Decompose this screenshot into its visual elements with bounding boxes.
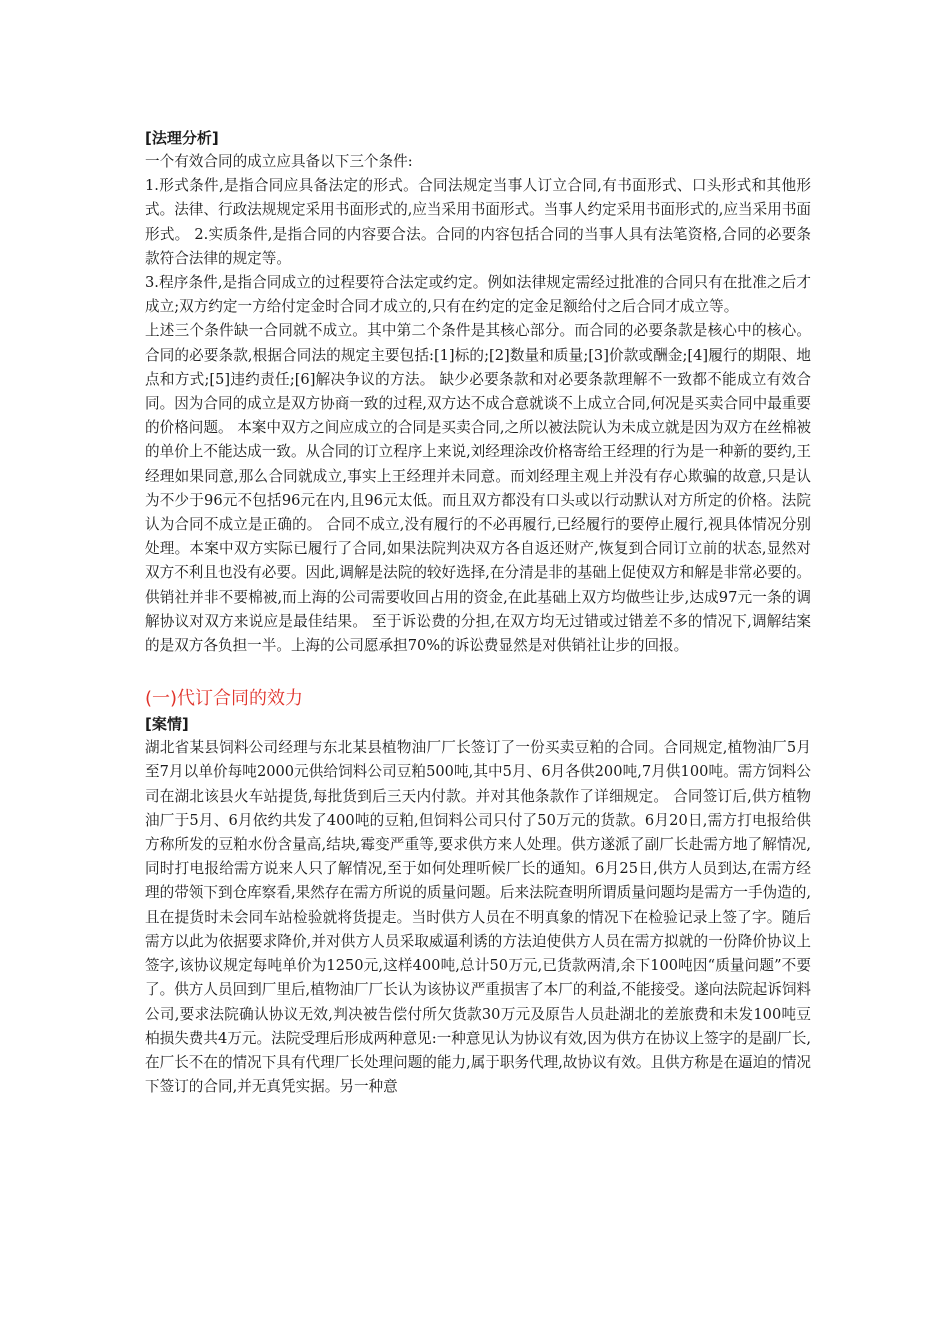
document-page (145, 126, 811, 1099)
analysis-paragraph-intro: 一个有效合同的成立应具备以下三个条件: (145, 153, 413, 170)
case-heading: [案情] (145, 715, 189, 734)
section-title: (一)代订合同的效力 (145, 688, 304, 710)
case-paragraph: 湖北省某县饲料公司经理与东北某县植物油厂厂长签订了一份买卖豆粕的合同。合同规定,植物油厂5月至7月以单价每吨2000元供给饲料公司豆粕500吨,其中5月、6月各供200吨,7月供100吨。需方饲料公司在湖北该县火车站提货,每批货到后三天内付款。并对其他条款作了详细规定。 合同签订后,供方植物油厂于5月、6月依约共发了400吨的豆粕,但饲料公司只付了50万元的货款。6月20日,需方打电报给供方称所发的豆粕水份含量高,结块,霉变严重等,要求供方来人处理。供方遂派了副厂长赴需方地了解情况,同时打电报给需方说来人只了解情况,至于如何处理听候厂长的通知。6月25日,供方人员到达,在需方经理的带领下到仓库察看,果然存在需方所说的质量问题。后来法院查明所谓质量问题均是需方一手伪造的,且在提货时未会同车站检验就将货提走。当时供方人员在不明真象的情况下在检验记录上签了字。随后需方以此为依据要求降价,并对供方人员采取威逼利诱的方法迫使供方人员在需方拟就的一份降价协议上签字,该协议规定每吨单价为1250元,这样400吨,总计50万元,已货款两清,余下100吨因“质量问题”不要了。供方人员回到厂里后,植物油厂厂长认为该协议严重损害了本厂的利益,不能接受。遂向法院起诉饲料公司,要求法院确认协议无效,判决被告偿付所欠货款30万元及原告人员赴湖北的差旅费和未发100吨豆柏损失费共4万元。法院受理后形成两种意见:一种意见认为协议有效,因为供方在协议上签字的是副厂长,在厂长不在的情况下具有代理厂长处理问题的能力,属于职务代理,故协议有效。且供方称是在逼迫的情况下签订的合同,并无真凭实据。另一种意 (145, 739, 812, 1096)
analysis-heading: [法理分析] (145, 129, 219, 147)
analysis-paragraph-discussion: 上述三个条件缺一合同就不成立。其中第二个条件是其核心部分。而合同的必要条款是核心中的核心。合同的必要条款,根据合同法的规定主要包括:[1]标的;[2]数量和质量;[3]价款或酬金;[4]履行的期限、地点和方式;[5]违约责任;[6]解决争议的方法。 缺少必要条款和对必要条款理解不一致都不能成立有效合同。因为合同的成立是双方协商一致的过程,双方达不成合意就谈不上成立合同,何况是买卖合同中最重要的价格问题。 本案中双方之间应成立的合同是买卖合同,之所以被法院认为未成立就是因为双方在丝棉被的单价上不能达成一致。从合同的订立程序上来说,刘经理涂改价格寄给王经理的行为是一种新的要约,王经理如果同意,那么合同就成立,事实上王经理并未同意。而刘经理主观上并没有存心欺骗的故意,只是认为不少于96元不包括96元在内,且96元太低。而且双方都没有口头或以行动默认对方所定的价格。法院认为合同不成立是正确的。 合同不成立,没有履行的不必再履行,已经履行的要停止履行,视具体情况分别处理。本案中双方实际已履行了合同,如果法院判决双方各自返还财产,恢复到合同订立前的状态,显然对双方不利且也没有必要。因此,调解是法院的较好选择,在分清是非的基础上促使双方和解是非常必要的。供销社并非不要棉被,而上海的公司需要收回占用的资金,在此基础上双方均做些让步,达成97元一条的调解协议对双方来说应是最佳结果。 至于诉讼费的分担,在双方均无过错或过错差不多的情况下,调解结案的是双方各负担一半。上海的公司愿承担70%的诉讼费显然是对供销社让步的回报。 (145, 322, 812, 655)
analysis-paragraph-conditions: 1.形式条件,是指合同应具备法定的形式。合同法规定当事人订立合同,有书面形式、口头形式和其他形式。法律、行政法规规定采用书面形式的,应当采用书面形式。当事人约定采用书面形式的,应当采用书面形式。 2.实质条件,是指合同的内容要合法。合同的内容包括合同的当事人具有法笔资格,合同的必要条款符合法律的规定等。 (145, 177, 812, 267)
analysis-paragraph-procedure: 3.程序条件,是指合同成立的过程要符合法定或约定。例如法律规定需经过批准的合同只有在批准之后才成立;双方约定一方给付定金时合同才成立的,只有在约定的定金足额给付之后合同才成立等。 (145, 274, 811, 316)
